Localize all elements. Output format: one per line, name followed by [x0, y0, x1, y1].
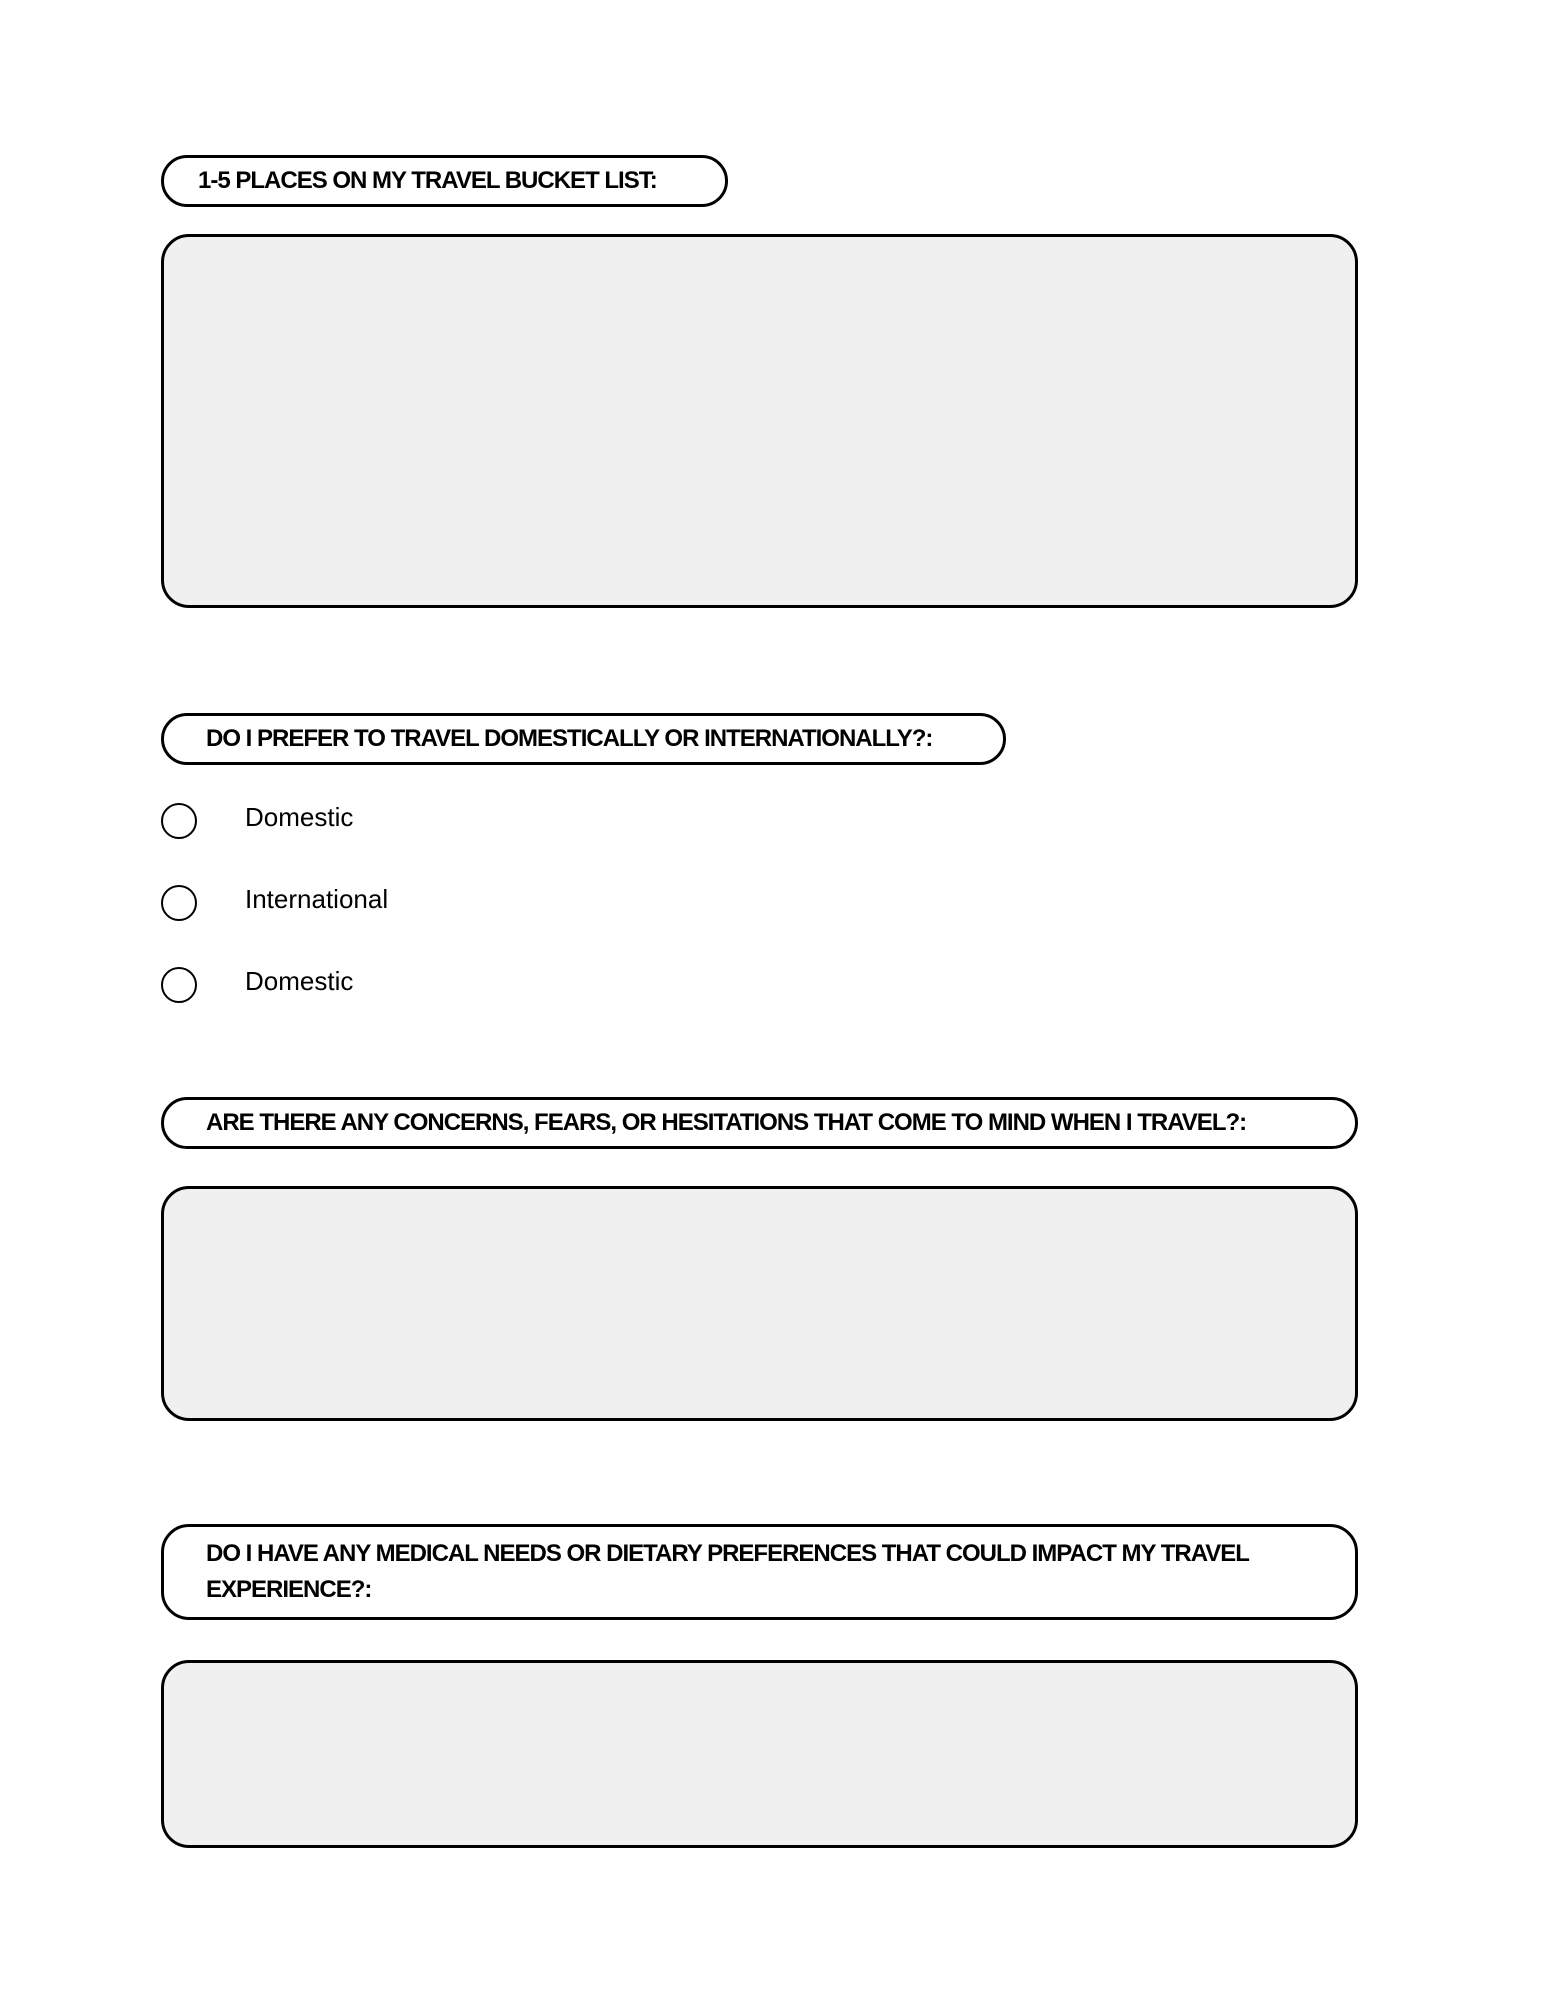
travel-preference-heading [161, 713, 1006, 765]
medical-heading-text: DO I HAVE ANY MEDICAL NEEDS OR DIETARY PREFERENCES THAT COULD IMPACT MY TRAVEL EXPERIENCE?: [206, 1540, 1249, 1603]
medical-heading [161, 1524, 1358, 1620]
medical-field[interactable] [161, 1660, 1358, 1848]
option-domestic-1[interactable] [161, 801, 353, 841]
option-domestic-2[interactable] [161, 965, 353, 1005]
travel-preference-heading-text: DO I PREFER TO TRAVEL DOMESTICALLY OR INTERNATIONALLY?: [206, 725, 933, 752]
option-international-radio[interactable] [161, 885, 197, 921]
option-international-label: International [245, 884, 389, 914]
concerns-heading-text: ARE THERE ANY CONCERNS, FEARS, OR HESITATIONS THAT COME TO MIND WHEN I TRAVEL?: [206, 1109, 1247, 1136]
bucket-list-heading-text: 1-5 PLACES ON MY TRAVEL BUCKET LIST: [198, 167, 657, 194]
bucket-list-heading [161, 155, 728, 207]
option-domestic-2-label: Domestic [245, 966, 354, 996]
bucket-list-field[interactable] [161, 234, 1358, 608]
concerns-heading [161, 1097, 1358, 1149]
option-domestic-2-radio[interactable] [161, 967, 197, 1003]
option-domestic-1-radio[interactable] [161, 803, 197, 839]
concerns-field[interactable] [161, 1186, 1358, 1421]
option-international[interactable] [161, 883, 388, 923]
option-domestic-1-label: Domestic [245, 802, 354, 832]
